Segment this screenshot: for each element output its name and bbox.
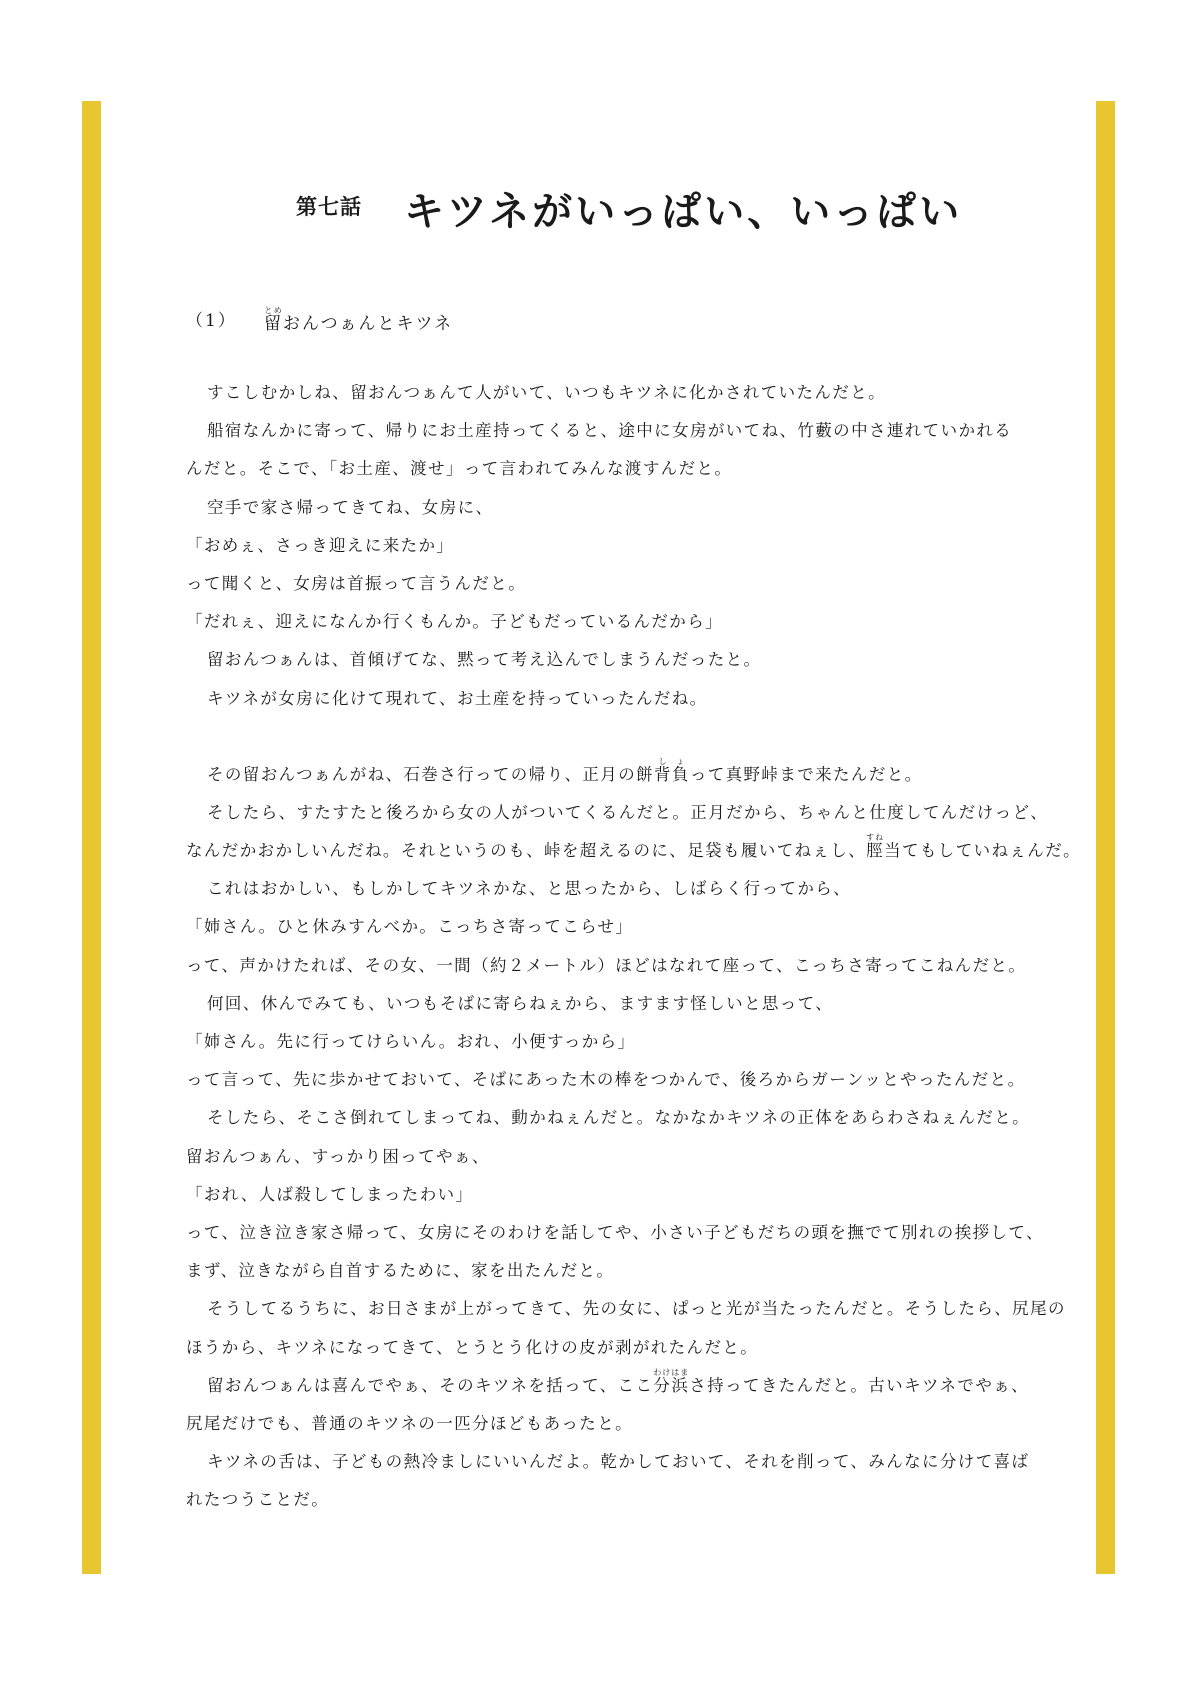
dialogue-line: 「姉さん。先に行ってけらいん。おれ、小便すっから」 [186, 1032, 636, 1051]
paragraph-line: んだと。そこで、「お土産、渡せ」って言われてみんな渡すんだと。 [186, 459, 733, 479]
paragraph-line: そしたら、すたすたと後ろから女の人がついてくるんだと。正月だから、ちゃんと仕度してんだけっど、 [207, 802, 1049, 822]
paragraph-line: 留おんつぁんは喜んでやぁ、そのキツネを括って、ここ分浜わけはまさ持ってきたんだと。古いキツネでやぁ、 [207, 1367, 1030, 1395]
paragraph-line: 何回、休んでみても、いつもそばに寄らねぇから、ますます怪しいと思って、 [207, 993, 834, 1013]
section-title: 留とめおんつぁんとキツネ [264, 306, 454, 334]
chapter-number: 第七話 [296, 194, 362, 219]
paragraph-line: キツネが女房に化けて現れて、お土産を持っていったんだね。 [207, 688, 708, 708]
paragraph-line: そうしてるうちに、お日さまが上がってきて、先の女に、ぱっと光が当たったんだと。そうしたら、尻尾の [207, 1299, 1066, 1319]
paragraph-line: すこしむかしね、留おんつぁんて人がいて、いつもキツネに化かされていたんだと。 [207, 383, 887, 402]
paragraph-line: って、声かけたれば、その女、一間（約２メートル）ほどはなれて座って、こっちさ寄ってこねんだと。 [186, 955, 1027, 975]
dialogue-line: 「おれ、人ば殺してしまったわい」 [186, 1184, 474, 1204]
story-body [186, 374, 1082, 1519]
paragraph-line: 留おんつぁん、すっかり困ってやぁ、 [186, 1146, 490, 1166]
left-accent-bar [82, 101, 101, 1574]
dialogue-line: 「だれぇ、迎えになんか行くもんか。子どもだっているんだから」 [186, 612, 723, 632]
paragraph-line: その留おんつぁんがね、石巻さ行っての帰り、正月の餅背負しょって真野峠まで来たんだと。 [207, 756, 923, 784]
chapter-title: キツネがいっぱい、いっぱい [404, 188, 963, 235]
paragraph-line: キツネの舌は、子どもの熱冷ましにいいんだよ。乾かしておいて、それを削って、みんなに分けて喜ば [207, 1452, 1030, 1472]
paragraph-line: そしたら、そこさ倒れてしまってね、動かねぇんだと。なかなかキツネの正体をあらわさねぇんだと。 [207, 1108, 1031, 1128]
paragraph-line: って、泣き泣き家さ帰って、女房にそのわけを話してや、小さい子どもだちの頭を撫でて別れの挨拶して、 [186, 1222, 1044, 1242]
paragraph-line: 留おんつぁんは、首傾げてな、黙って考え込んでしまうんだったと。 [207, 650, 762, 670]
paragraph-line: 尻尾だけでも、普通のキツネの一匹分ほどもあったと。 [186, 1413, 634, 1433]
paragraph-break [186, 718, 1006, 756]
paragraph-line: って聞くと、女房は首振って言うんだと。 [186, 573, 527, 593]
dialogue-line: 「おめぇ、さっき迎えに来たか」 [186, 535, 455, 555]
paragraph-line: 空手で家さ帰ってきてね、女房に、 [207, 497, 494, 517]
section-number: （1） [186, 311, 237, 331]
right-accent-bar [1096, 101, 1115, 1574]
paragraph-line: って言って、先に歩かせておいて、そばにあった木の棒をつかんで、後ろからガーンッとやったんだと。 [186, 1070, 1026, 1090]
section-title-ruby: 留とめ [264, 306, 283, 334]
paragraph-line: 船宿なんかに寄って、帰りにお土産持ってくると、途中に女房がいてね、竹藪の中さ連れていかれる [207, 421, 1013, 441]
paragraph-line: これはおかしい、もしかしてキツネかな、と思ったから、しばらく行ってから、 [207, 879, 852, 899]
chapter-heading [0, 180, 1191, 250]
paragraph-line: まず、泣きながら自首するために、家を出たんだと。 [186, 1261, 615, 1281]
paragraph-line: なんだかおかしいんだね。それというのも、峠を超えるのに、足袋も履いてねぇし、脛すね当てもしていねぇんだ。 [186, 833, 1082, 861]
dialogue-line: 「姉さん。ひと休みすんべか。こっちさ寄ってこらせ」 [186, 917, 634, 937]
paragraph-line: ほうから、キツネになってきて、とうとう化けの皮が剥がれたんだと。 [186, 1337, 759, 1357]
paragraph-line: れたつうことだ。 [186, 1490, 330, 1510]
